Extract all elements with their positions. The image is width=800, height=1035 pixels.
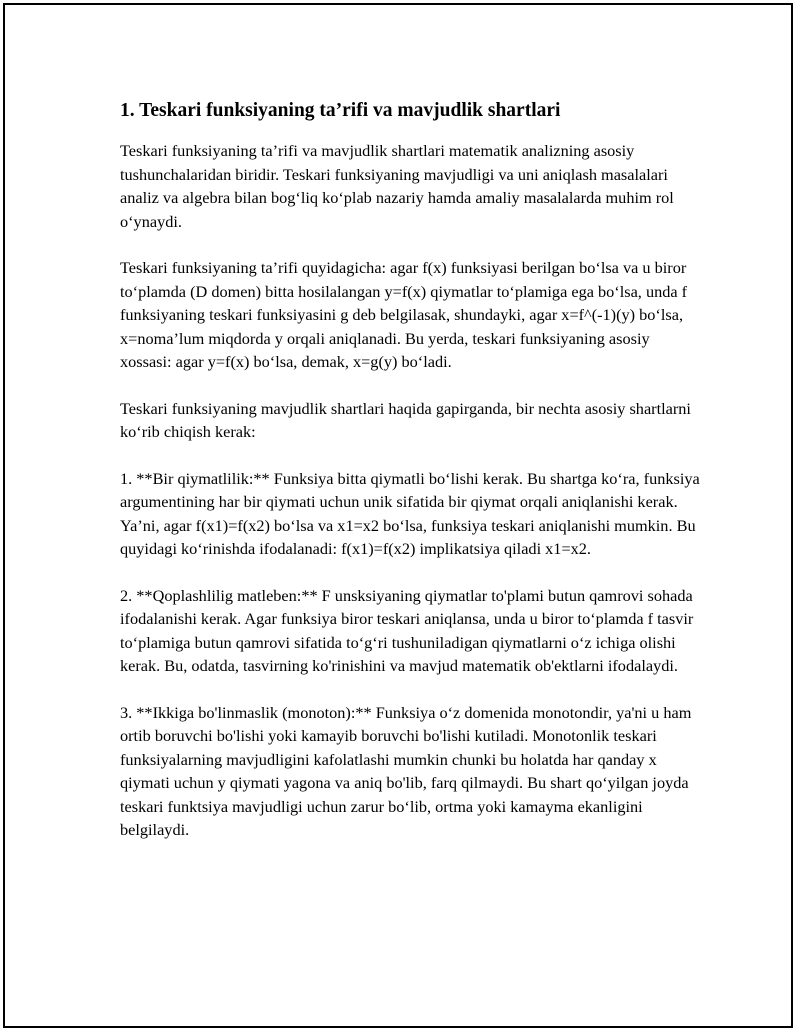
document-page [3,3,793,1028]
paragraph-conditions-intro: Teskari funksiyaning mavjudlik shartlari haqida gapirganda, bir nechta asosiy shartlarni ko‘rib chiqish kerak: [120,398,691,441]
paragraph-intro: Teskari funksiyaning ta’rifi va mavjudlik shartlari matematik analizning asosiy tushunchalaridan biridir. Teskari funksiyaning mavjudligi va uni aniqlash masalalari analiz va algebra bilan bog‘liq ko‘plab nazariy hamda amaliy masalalarda muhim rol o‘ynaydi. [120,141,674,231]
paragraph-condition-2: 2. **Qoplashlilig matleben:** F unsksiyaning qiymatlar to'plami butun qamrovi sohada ifodalanishi kerak. Agar funksiya biror teskari aniqlansa, unda u biror to‘plamda f tasvir to‘plamiga butun qamrovi sifatida to‘g‘ri tushuniladigan qiymatlarni o‘z ichiga olishi kerak. Bu, odatda, tasvirning ko'rinishini va mavjud matematik ob'ektlarni ifodalaydi. [120,585,694,675]
document-body [120,97,700,865]
paragraph-condition-1: 1. **Bir qiymatlilik:** Funksiya bitta qiymatli bo‘lishi kerak. Bu shartga ko‘ra, funksiya argumentining har bir qiymati uchun unik sifatida bir qiymat orqali aniqlanishi kerak. Ya’ni, agar f(x1)=f(x2) bo‘lsa va x1=x2 bo‘lsa, funksiya teskari aniqlanishi mumkin. Bu quyidagi ko‘rinishda ifodalanadi: f(x1)=f(x2) implikatsiya qiladi x1=x2. [120,468,700,558]
section-heading: 1. Teskari funksiyaning ta’rifi va mavjudlik shartlari [120,100,561,121]
paragraph-condition-3: 3. **Ikkiga bo'linmaslik (monoton):** Funksiya o‘z domenida monotondir, ya'ni u ham ortib boruvchi bo'lishi yoki kamayib boruvchi bo'lishi kutiladi. Monotonlik teskari funksiyalarning mavjudligini kafolatlashi mumkin chunki bu holatda har qanday x qiymati uchun y qiymati yagona va aniq bo'lib, farq qilmaydi. Bu shart qo‘yilgan joyda teskari funktsiya mavjudligi uchun zarur bo‘lib, ortma yoki kamayma ekanligini belgilaydi. [120,702,692,839]
paragraph-definition: Teskari funksiyaning ta’rifi quyidagicha: agar f(x) funksiyasi berilgan bo‘lsa va u biror to‘plamda (D domen) bitta hosilalangan y=f(x) qiymatlar to‘plamiga ega bo‘lsa, unda f funksiyaning teskari funksiyasini g deb belgilasak, shundayki, agar x=f^(-1)(y) bo‘lsa, x=noma’lum miqdorda y orqali aniqlanadi. Bu yerda, teskari funksiyaning asosiy xossasi: agar y=f(x) bo‘lsa, demak, x=g(y) bo‘ladi. [120,258,688,371]
